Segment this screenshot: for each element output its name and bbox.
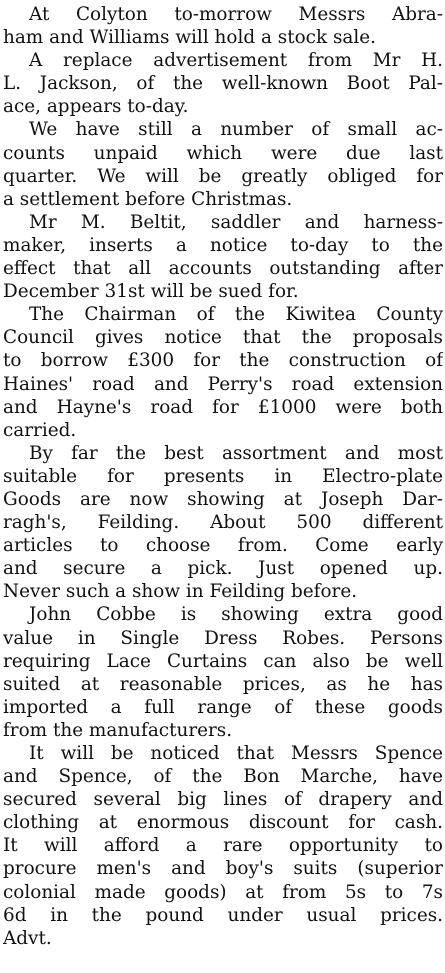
text-line: secured several big lines of drapery and: [3, 789, 443, 811]
text-line: L. Jackson, of the well-known Boot Pal-: [3, 73, 443, 95]
news-column: [3, 3, 443, 950]
text-line: clothing at enormous discount for cash.: [3, 812, 443, 834]
text-line: December 31st will be sued for.: [3, 281, 299, 303]
paragraph-boot-palace: [3, 49, 443, 118]
paragraph-dress-robes: [3, 603, 443, 742]
text-line: Advt.: [3, 927, 52, 949]
text-line: a settlement before Christmas.: [3, 188, 293, 210]
text-line: and Hayne's road for £1000 were both: [3, 396, 443, 418]
text-line: ace, appears to-day.: [3, 96, 189, 118]
text-line: At Colyton to-morrow Messrs Abra-: [29, 4, 443, 25]
text-line: ragh's, Feilding. About 500 different: [3, 512, 443, 534]
text-line: value in Single Dress Robes. Persons: [3, 627, 443, 649]
text-line: carried.: [3, 419, 77, 441]
text-line: Council gives notice that the proposals: [3, 327, 443, 349]
text-line: suitable for presents in Electro-plate: [3, 465, 443, 487]
paragraph-stock-sale: [3, 3, 443, 49]
text-line: to borrow £300 for the construction of: [3, 350, 443, 372]
text-line: and secure a pick. Just opened up.: [3, 558, 443, 580]
text-line: from the manufacturers.: [3, 719, 233, 741]
text-line: Mr M. Beltit, saddler and harness-: [29, 211, 443, 233]
text-line: articles to choose from. Come early: [3, 535, 443, 557]
text-line: It will be noticed that Messrs Spence: [29, 743, 443, 764]
text-line: The Chairman of the Kiwitea County: [29, 304, 443, 326]
paragraph-county-council: [3, 303, 443, 442]
text-line: procure men's and boy's suits (superior: [3, 858, 443, 880]
text-line: Never such a show in Feilding before.: [3, 581, 358, 603]
text-line: John Cobbe is showing extra good: [29, 604, 443, 626]
text-line: A replace advertisement from Mr H.: [29, 50, 443, 72]
text-line: maker, inserts a notice to-day to the: [3, 234, 443, 256]
text-line: It will afford a rare opportunity to: [3, 835, 443, 857]
text-line: imported a full range of these goods: [3, 696, 443, 718]
text-line: quarter. We will be greatly obliged for: [3, 165, 443, 187]
paragraph-bon-marche: [3, 742, 443, 950]
text-line: By far the best assortment and most: [29, 442, 443, 464]
text-line: 6d in the pound under usual prices.: [3, 904, 443, 926]
text-line: We have still a number of small ac-: [29, 119, 443, 141]
text-line: counts unpaid which were due last: [3, 142, 443, 164]
text-line: Goods are now showing at Joseph Dar-: [3, 488, 443, 510]
text-line: colonial made goods) at from 5s to 7s: [3, 881, 443, 903]
text-line: and Spence, of the Bon Marche, have: [3, 766, 443, 788]
text-line: ham and Williams will hold a stock sale.: [3, 27, 376, 49]
text-line: suited at reasonable prices, as he has: [3, 673, 443, 695]
paragraph-electro-plate: [3, 442, 443, 604]
paragraph-accounts-unpaid: [3, 118, 443, 210]
text-line: requiring Lace Curtains can also be well: [3, 650, 443, 672]
paragraph-saddler-notice: [3, 211, 443, 303]
text-line: Haines' road and Perry's road extension: [3, 373, 443, 395]
text-line: effect that all accounts outstanding after: [3, 258, 443, 280]
